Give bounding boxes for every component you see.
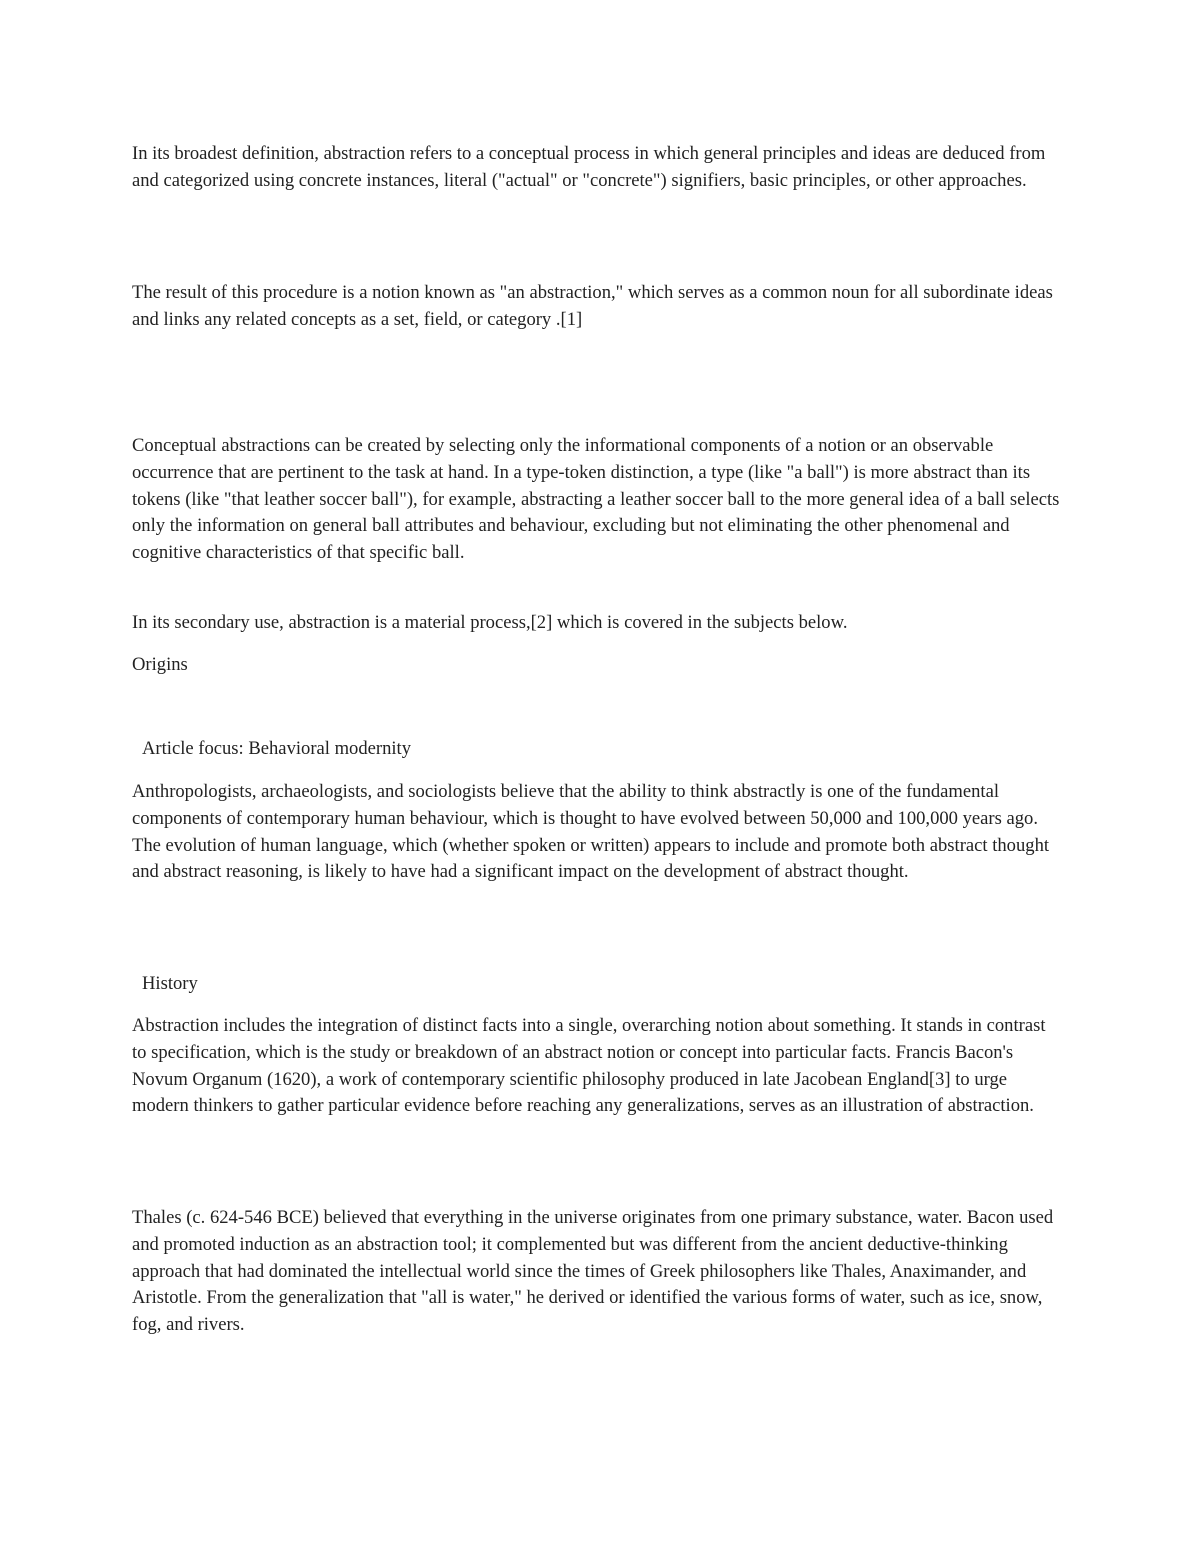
heading-history: History — [142, 973, 198, 994]
paragraph-result: The result of this procedure is a notion known as "an abstraction," which serves as a common noun for all subordinate ideas and links any related concepts as a set, field, or category .[1] — [132, 282, 1053, 330]
paragraph-conceptual-abstractions: Conceptual abstractions can be created by selecting only the informational components of a notion or an observable occurrence that are pertinent to the task at hand. In a type-token distinction, a type (like "a ball") is more abstract than its tokens (like "that leather soccer ball"), for example, abstracting a leather soccer ball to the more general idea of a ball selects only the information on general ball attributes and behaviour, excluding but not eliminating the other phenomenal and cognitive characteristics of that specific ball. — [132, 435, 1060, 564]
paragraph-abstraction-integration: Abstraction includes the integration of distinct facts into a single, overarching notion about something. It stands in contrast to specification, which is the study or breakdown of an abstract notion or concept into particular facts. Francis Bacon's Novum Organum (1620), a work of contemporary scientific philosophy produced in late Jacobean England[3] to urge modern thinkers to gather particular evidence before reaching any generalizations, serves as an illustration of abstraction. — [132, 1015, 1046, 1117]
paragraph-definition: In its broadest definition, abstraction refers to a conceptual process in which general principles and ideas are deduced from and categorized using concrete instances, literal ("actual" or "concrete") signifiers, basic principles, or other approaches. — [132, 143, 1046, 191]
heading-article-focus: Article focus: Behavioral modernity — [142, 738, 412, 759]
paragraph-thales: Thales (c. 624-546 BCE) believed that everything in the universe originates from one primary substance, water. Bacon used and promoted induction as an abstraction tool; it complemented but was different from the ancient deductive-thinking approach that had dominated the intellectual world since the times of Greek philosophers like Thales, Anaximander, and Aristotle. From the generalization that "all is water," he derived or identified the various forms of water, such as ice, snow, fog, and rivers. — [132, 1207, 1054, 1336]
paragraph-anthropologists: Anthropologists, archaeologists, and sociologists believe that the ability to think abstractly is one of the fundamental components of contemporary human behaviour, which is thought to have evolved between 50,000 and 100,000 years ago. The evolution of human language, which (whether spoken or written) appears to include and promote both abstract thought and abstract reasoning, is likely to have had a significant impact on the development of abstract thought. — [132, 781, 1050, 883]
heading-origins: Origins — [132, 654, 188, 675]
paragraph-secondary-use: In its secondary use, abstraction is a material process,[2] which is covered in the subjects below. — [132, 612, 848, 633]
